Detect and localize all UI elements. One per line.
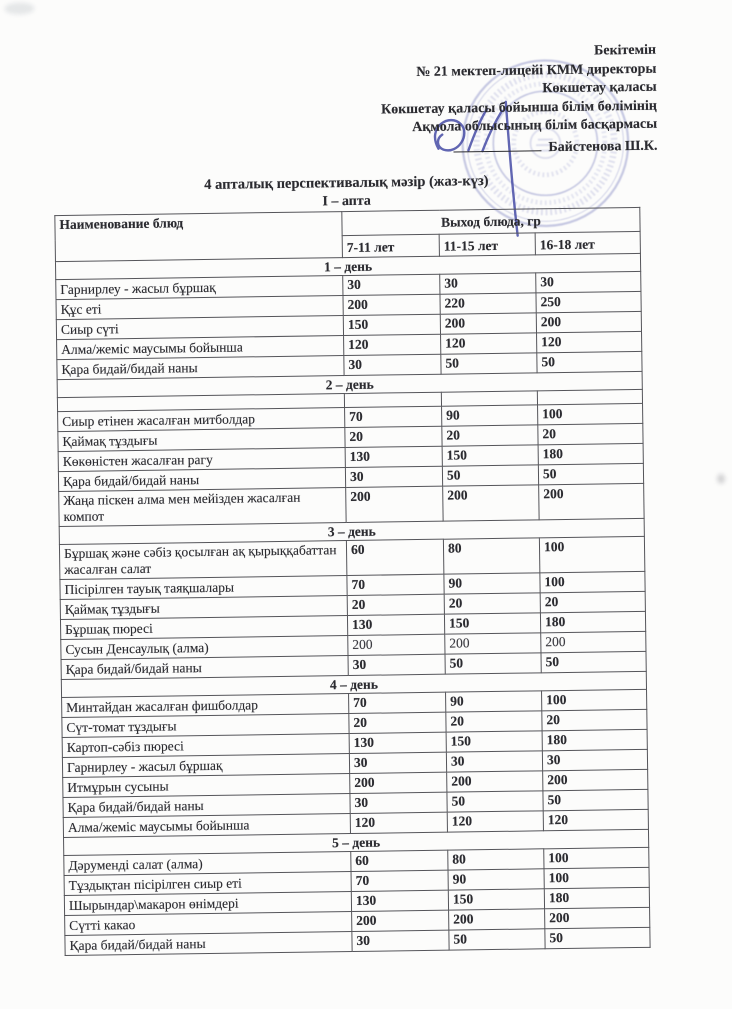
dish-name: Бұршақ және сәбіз қосылған ақ қырыққабаттан жасалған салат: [59, 541, 346, 580]
portion-16-18: 200: [543, 769, 648, 790]
portion-7-11: 200: [343, 294, 440, 315]
portion-16-18: 100: [538, 403, 643, 424]
portion-7-11: 30: [344, 354, 441, 375]
day-label: 4 – день: [61, 671, 646, 697]
portion-11-15: 200: [449, 909, 545, 930]
portion-11-15: 150: [444, 613, 540, 634]
portion-16-18: 30: [536, 271, 641, 292]
dish-name: Гарнирлеу - жасыл бұршақ: [56, 276, 343, 300]
portion-7-11: 70: [351, 870, 448, 891]
dish-name: Алма/жеміс маусымы бойынша: [57, 336, 344, 360]
day-label: 2 – день: [57, 371, 642, 397]
portion-11-15: 200: [445, 633, 541, 654]
dish-name: Бұршақ пюресі: [60, 616, 347, 640]
portion-11-15: 150: [448, 889, 544, 910]
portion-16-18: 200: [541, 631, 646, 652]
dish-name: Итмұрын сусыны: [63, 774, 350, 798]
portion-7-11: 150: [343, 314, 440, 335]
output-header: Выход блюда, гр: [342, 207, 640, 235]
approval-line: Көкшетау қаласы бойынша білім бөлімінің: [380, 98, 657, 118]
portion-11-15: 20: [446, 711, 542, 732]
portion-16-18: 50: [537, 351, 642, 372]
portion-16-18: 100: [540, 571, 645, 592]
dish-name: Дәруменді салат (алма): [64, 852, 351, 876]
dish-name: Қаймақ тұздығы: [58, 428, 345, 452]
age-column-header: 7-11 лет: [342, 234, 439, 257]
portion-7-11: 130: [351, 890, 448, 911]
dish-name: Алма/жеміс маусымы бойынша: [63, 814, 350, 838]
approval-line: Ақмола облысының білім басқармасы: [412, 116, 658, 136]
portion-7-11: 70: [345, 406, 442, 427]
portion-11-15: 50: [441, 353, 537, 374]
signer-line: [381, 135, 657, 159]
menu-table: [54, 207, 650, 956]
portion-7-11: 20: [349, 712, 446, 733]
week-label: I – апта: [322, 193, 371, 210]
scan-smudge: [4, 2, 34, 14]
dish-name: Минтайдан жасалған фишболдар: [62, 694, 349, 718]
dish-name: Қара бидай/бидай наны: [65, 932, 352, 956]
portion-7-11: 120: [350, 812, 447, 833]
signature-blank-line: [453, 137, 541, 152]
portion-7-11: 130: [347, 614, 444, 635]
dish-name: Тұздықтан пісірілген сиыр еті: [64, 872, 351, 896]
empty-cell: [537, 389, 642, 404]
portion-7-11: 130: [349, 732, 446, 753]
portion-16-18: 20: [538, 423, 643, 444]
age-column-header: 11-15 лет: [439, 233, 535, 256]
dish-name: Сиыр етінен жасалған митболдар: [58, 408, 345, 432]
portion-16-18: 180: [544, 887, 649, 908]
portion-7-11: 200: [346, 486, 443, 522]
approval-block: [380, 42, 657, 160]
portion-7-11: 200: [352, 910, 449, 931]
portion-16-18: 200: [539, 483, 644, 519]
portion-11-15: 30: [440, 273, 536, 294]
empty-cell: [344, 392, 441, 407]
dish-name: Қара бидай/бидай наны: [57, 356, 344, 380]
dish-name-header: Наименование блюд: [55, 212, 343, 262]
portion-16-18: 120: [537, 331, 642, 352]
dish-name: Сүт-томат тұздығы: [62, 714, 349, 738]
portion-11-15: 200: [443, 485, 539, 521]
portion-11-15: 80: [448, 849, 544, 870]
portion-11-15: 80: [443, 538, 539, 574]
dish-name: Қаймақ тұздығы: [60, 596, 347, 620]
portion-11-15: 90: [444, 573, 540, 594]
dish-name: Қара бидай/бидай наны: [61, 656, 348, 680]
portion-11-15: 50: [442, 465, 538, 486]
dish-name: Картоп-сәбіз пюресі: [62, 734, 349, 758]
portion-11-15: 150: [446, 731, 542, 752]
portion-7-11: 30: [352, 930, 449, 951]
approval-line: Көкшетау қаласы: [542, 79, 657, 97]
scan-smudge: [717, 474, 725, 484]
approval-line: Бекітемін: [593, 42, 657, 59]
portion-11-15: 50: [449, 929, 545, 950]
day-label: 5 – день: [64, 829, 649, 855]
portion-11-15: 120: [447, 811, 543, 832]
portion-7-11: 70: [347, 574, 444, 595]
portion-16-18: 200: [545, 907, 650, 928]
empty-cell: [441, 391, 537, 406]
portion-16-18: 50: [538, 463, 643, 484]
dish-name: Гарнирлеу - жасыл бұршақ: [62, 754, 349, 778]
dish-name: Қара бидай/бидай наны: [63, 794, 350, 818]
portion-11-15: 200: [440, 313, 536, 334]
portion-16-18: 100: [544, 867, 649, 888]
dish-name: Көкөністен жасалған рагу: [58, 448, 345, 472]
portion-7-11: 70: [349, 692, 446, 713]
dish-name: Шырындар\макарон өнімдері: [64, 892, 351, 916]
approval-line: № 21 мектеп-лицейі КММ директоры: [416, 61, 657, 80]
portion-7-11: 30: [348, 654, 445, 675]
portion-16-18: 20: [542, 709, 647, 730]
portion-11-15: 150: [442, 445, 538, 466]
dish-name: Жаңа піскен алма мен мейізден жасалған компот: [59, 488, 346, 527]
portion-16-18: 50: [545, 927, 650, 948]
dish-name: Құс еті: [56, 296, 343, 320]
portion-7-11: 130: [345, 446, 442, 467]
portion-11-15: 90: [446, 691, 542, 712]
portion-16-18: 50: [541, 651, 646, 672]
day-label: 3 – день: [59, 518, 644, 544]
portion-7-11: 30: [343, 274, 440, 295]
portion-7-11: 20: [347, 594, 444, 615]
portion-16-18: 50: [543, 789, 648, 810]
portion-11-15: 30: [446, 751, 542, 772]
portion-11-15: 90: [442, 405, 538, 426]
portion-7-11: 20: [345, 426, 442, 447]
portion-16-18: 100: [542, 689, 647, 710]
portion-11-15: 20: [444, 593, 540, 614]
portion-11-15: 90: [448, 869, 544, 890]
portion-11-15: 20: [442, 425, 538, 446]
portion-16-18: 20: [540, 591, 645, 612]
portion-7-11: 200: [348, 634, 445, 655]
portion-16-18: 100: [544, 847, 649, 868]
portion-11-15: 50: [447, 791, 543, 812]
dish-name: Сүтті какао: [65, 912, 352, 936]
portion-7-11: 120: [344, 334, 441, 355]
portion-7-11: 30: [349, 752, 446, 773]
portion-11-15: 220: [440, 293, 536, 314]
dish-name: Сиыр сүті: [56, 316, 343, 340]
portion-7-11: 60: [351, 850, 448, 871]
portion-7-11: 200: [350, 772, 447, 793]
portion-7-11: 30: [350, 792, 447, 813]
portion-11-15: 50: [445, 653, 541, 674]
portion-16-18: 180: [542, 729, 647, 750]
day-label: 1 – день: [55, 253, 640, 279]
portion-7-11: 60: [346, 539, 443, 575]
signer-name: Байстенова Ш.К.: [548, 138, 658, 155]
portion-11-15: 120: [441, 333, 537, 354]
dish-name: Пісірілген тауық таяқшалары: [60, 576, 347, 600]
portion-11-15: 200: [447, 771, 543, 792]
age-column-header: 16-18 лет: [535, 231, 640, 254]
portion-16-18: 200: [536, 311, 641, 332]
page-title: 4 апталық перспективалық мәзір (жаз-күз): [204, 173, 489, 193]
portion-7-11: 30: [345, 466, 442, 487]
portion-16-18: 250: [536, 291, 641, 312]
portion-16-18: 180: [538, 443, 643, 464]
dish-name: Қара бидай/бидай наны: [58, 468, 345, 492]
portion-16-18: 30: [542, 749, 647, 770]
portion-16-18: 180: [540, 611, 645, 632]
portion-16-18: 100: [539, 536, 644, 572]
portion-16-18: 120: [543, 809, 648, 830]
dish-name: Сусын Денсаулық (алма): [61, 636, 348, 660]
